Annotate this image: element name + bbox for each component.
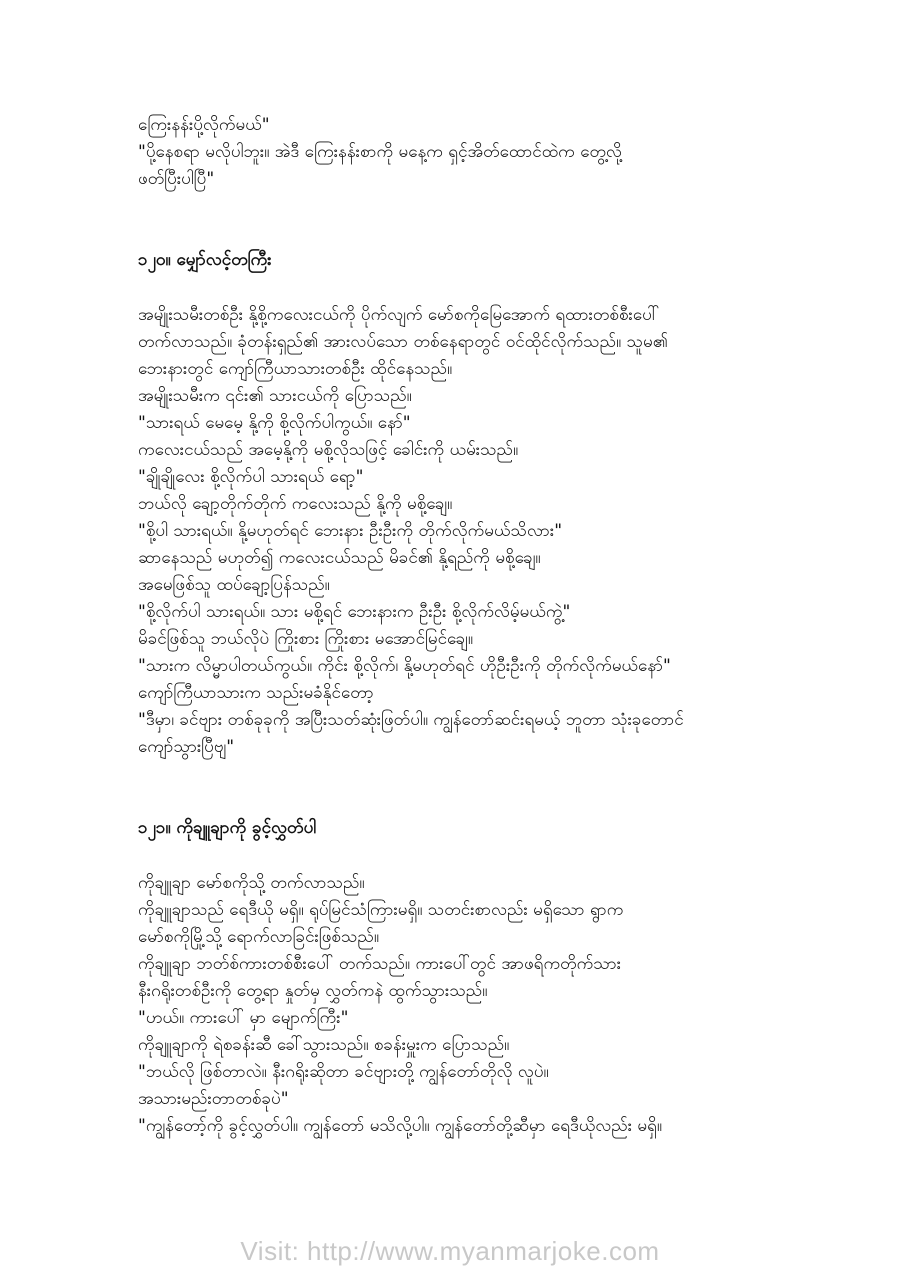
paragraph-line: ကိုချူချာ မော်စကိုသို့ တက်လာသည်။ — [138, 873, 365, 893]
paragraph-line: တက်လာသည်။ ခုံတန်းရှည်၏ အားလပ်သော တစ်နေရာတွင် ဝင်ထိုင်လိုက်သည်။ သူမ၏ — [138, 332, 668, 352]
paragraph-line: ဆာနေသည် မဟုတ်၍ ကလေးငယ်သည် မိခင်၏ နို့ရည်ကို မစို့ချေ။ — [138, 548, 541, 568]
paragraph-line: "ဟယ်။ ကားပေါ် မှာ မျောက်ကြီး" — [138, 1008, 349, 1028]
section-121-body — [138, 870, 838, 1140]
story-text — [138, 112, 838, 1140]
section-120-body — [138, 302, 838, 761]
paragraph-line: ကိုချူချာ ဘတ်စ်ကားတစ်စီးပေါ် တက်သည်။ ကားပေါ်တွင် အာဖရိကတိုက်သား — [138, 954, 622, 974]
paragraph-line: အမေဖြစ်သူ ထပ်ချော့ပြန်သည်။ — [138, 575, 330, 595]
footer-watermark: Visit: http://www.myanmarjoke.com — [240, 1236, 660, 1266]
intro-line: ဖတ်ပြီးပါပြီ" — [138, 169, 215, 189]
paragraph-line: "ကျွန်တော့်ကို ခွင့်လွှတ်ပါ။ ကျွန်တော် မသိလို့ပါ။ ကျွန်တော်တို့ဆီမှာ ရေဒီယိုလည်း မရှိ။ — [138, 1116, 663, 1136]
paragraph-line: ကိုချူချာကို ရဲစခန်းဆီ ခေါ်သွားသည်။ စခန်းမှူးက ပြောသည်။ — [138, 1035, 510, 1055]
paragraph-line: ကိုချူချာသည် ရေဒီယို မရှိ။ ရုပ်မြင်သံကြားမရှိ။ သတင်းစာလည်း မရှိသော ရွာက — [138, 900, 624, 920]
paragraph-line: ကလေးငယ်သည် အမေ့နို့ကို မစို့လိုသဖြင့် ခေါင်းကို ယမ်းသည်။ — [138, 440, 519, 460]
intro-line: ကြေးနန်းပို့လိုက်မယ်" — [138, 115, 270, 135]
paragraph-line: မိခင်ဖြစ်သူ ဘယ်လိုပဲ ကြိုးစား ကြိုးစား မအောင်မြင်ချေ။ — [138, 629, 474, 649]
intro-line: "ပို့နေစရာ မလိုပါဘူး။ အဲဒီ ကြေးနန်းစာကို မနေ့က ရှင့်အိတ်ထောင်ထဲက တွေ့လို့ — [138, 142, 622, 162]
paragraph-line: အမျိုးသမီးက ၎င်း၏ သားငယ်ကို ပြောသည်။ — [138, 386, 412, 406]
paragraph-line: ကျော်ကြီယာသားက သည်းမခံနိုင်တော့ — [138, 683, 374, 703]
paragraph-line: အသားမည်းတာတစ်ခုပဲ" — [138, 1089, 289, 1109]
paragraph-line: နီးဂရိုးတစ်ဦးကို တွေ့ရာ နှုတ်မှ လွှတ်ကနဲ ထွက်သွားသည်။ — [138, 981, 488, 1001]
paragraph-line: "စို့ပါ သားရယ်။ နို့မဟုတ်ရင် ဘေးနား ဦးဦးကို တိုက်လိုက်မယ်သိလား" — [138, 521, 563, 541]
paragraph-line: ဘေးနားတွင် ကျော်ကြီယာသားတစ်ဦး ထိုင်နေသည်။ — [138, 359, 453, 379]
intro-block — [138, 112, 838, 193]
paragraph-line: "သားက လိမ္မာပါတယ်ကွယ်။ ကိုင်း စို့လိုက်၊ နို့မဟုတ်ရင် ဟိုဦးဦးကို တိုက်လိုက်မယ်နော်" — [138, 656, 671, 676]
paragraph-line: "ဒီမှာ၊ ခင်ဗျား တစ်ခုခုကို အပြီးသတ်ဆုံးဖြတ်ပါ။ ကျွန်တော်ဆင်းရမယ့် ဘူတာ သုံးခုတောင် — [138, 710, 684, 730]
paragraph-line: "ချိုချိုလေး စို့လိုက်ပါ သားရယ် ရော့" — [138, 467, 364, 487]
section-heading-121: ၁၂၁။ ကိုချူချာကို ခွင့်လွှတ်ပါ — [138, 818, 317, 838]
paragraph-line: ဘယ်လို ချော့တိုက်တိုက် ကလေးသည် နို့ကို မစို့ချေ။ — [138, 494, 453, 514]
paragraph-line: "စို့လိုက်ပါ သားရယ်။ သား မစို့ရင် ဘေးနားက ဦးဦး စို့လိုက်လိမ့်မယ်ကွဲ့" — [138, 602, 571, 622]
paragraph-line: မော်စကိုမြို့သို့ ရောက်လာခြင်းဖြစ်သည်။ — [138, 927, 380, 947]
paragraph-line: "သားရယ် မေမေ့ နို့ကို စို့လိုက်ပါကွယ်။ နော်" — [138, 413, 411, 433]
paragraph-line: "ဘယ်လို ဖြစ်တာလဲ။ နီးဂရိုးဆိုတာ ခင်ဗျားတို့ ကျွန်တော်တိုလို လူပဲ။ — [138, 1062, 549, 1082]
paragraph-line: ကျော်သွားပြီဗျ" — [138, 737, 235, 757]
paragraph-line: အမျိုးသမီးတစ်ဦး နို့စို့ကလေးငယ်ကို ပိုက်လျက် မော်စကိုမြေအောက် ရထားတစ်စီးပေါ် — [138, 305, 660, 325]
section-heading-120: ၁၂၀။ မျှော်လင့်တကြီး — [138, 250, 272, 270]
